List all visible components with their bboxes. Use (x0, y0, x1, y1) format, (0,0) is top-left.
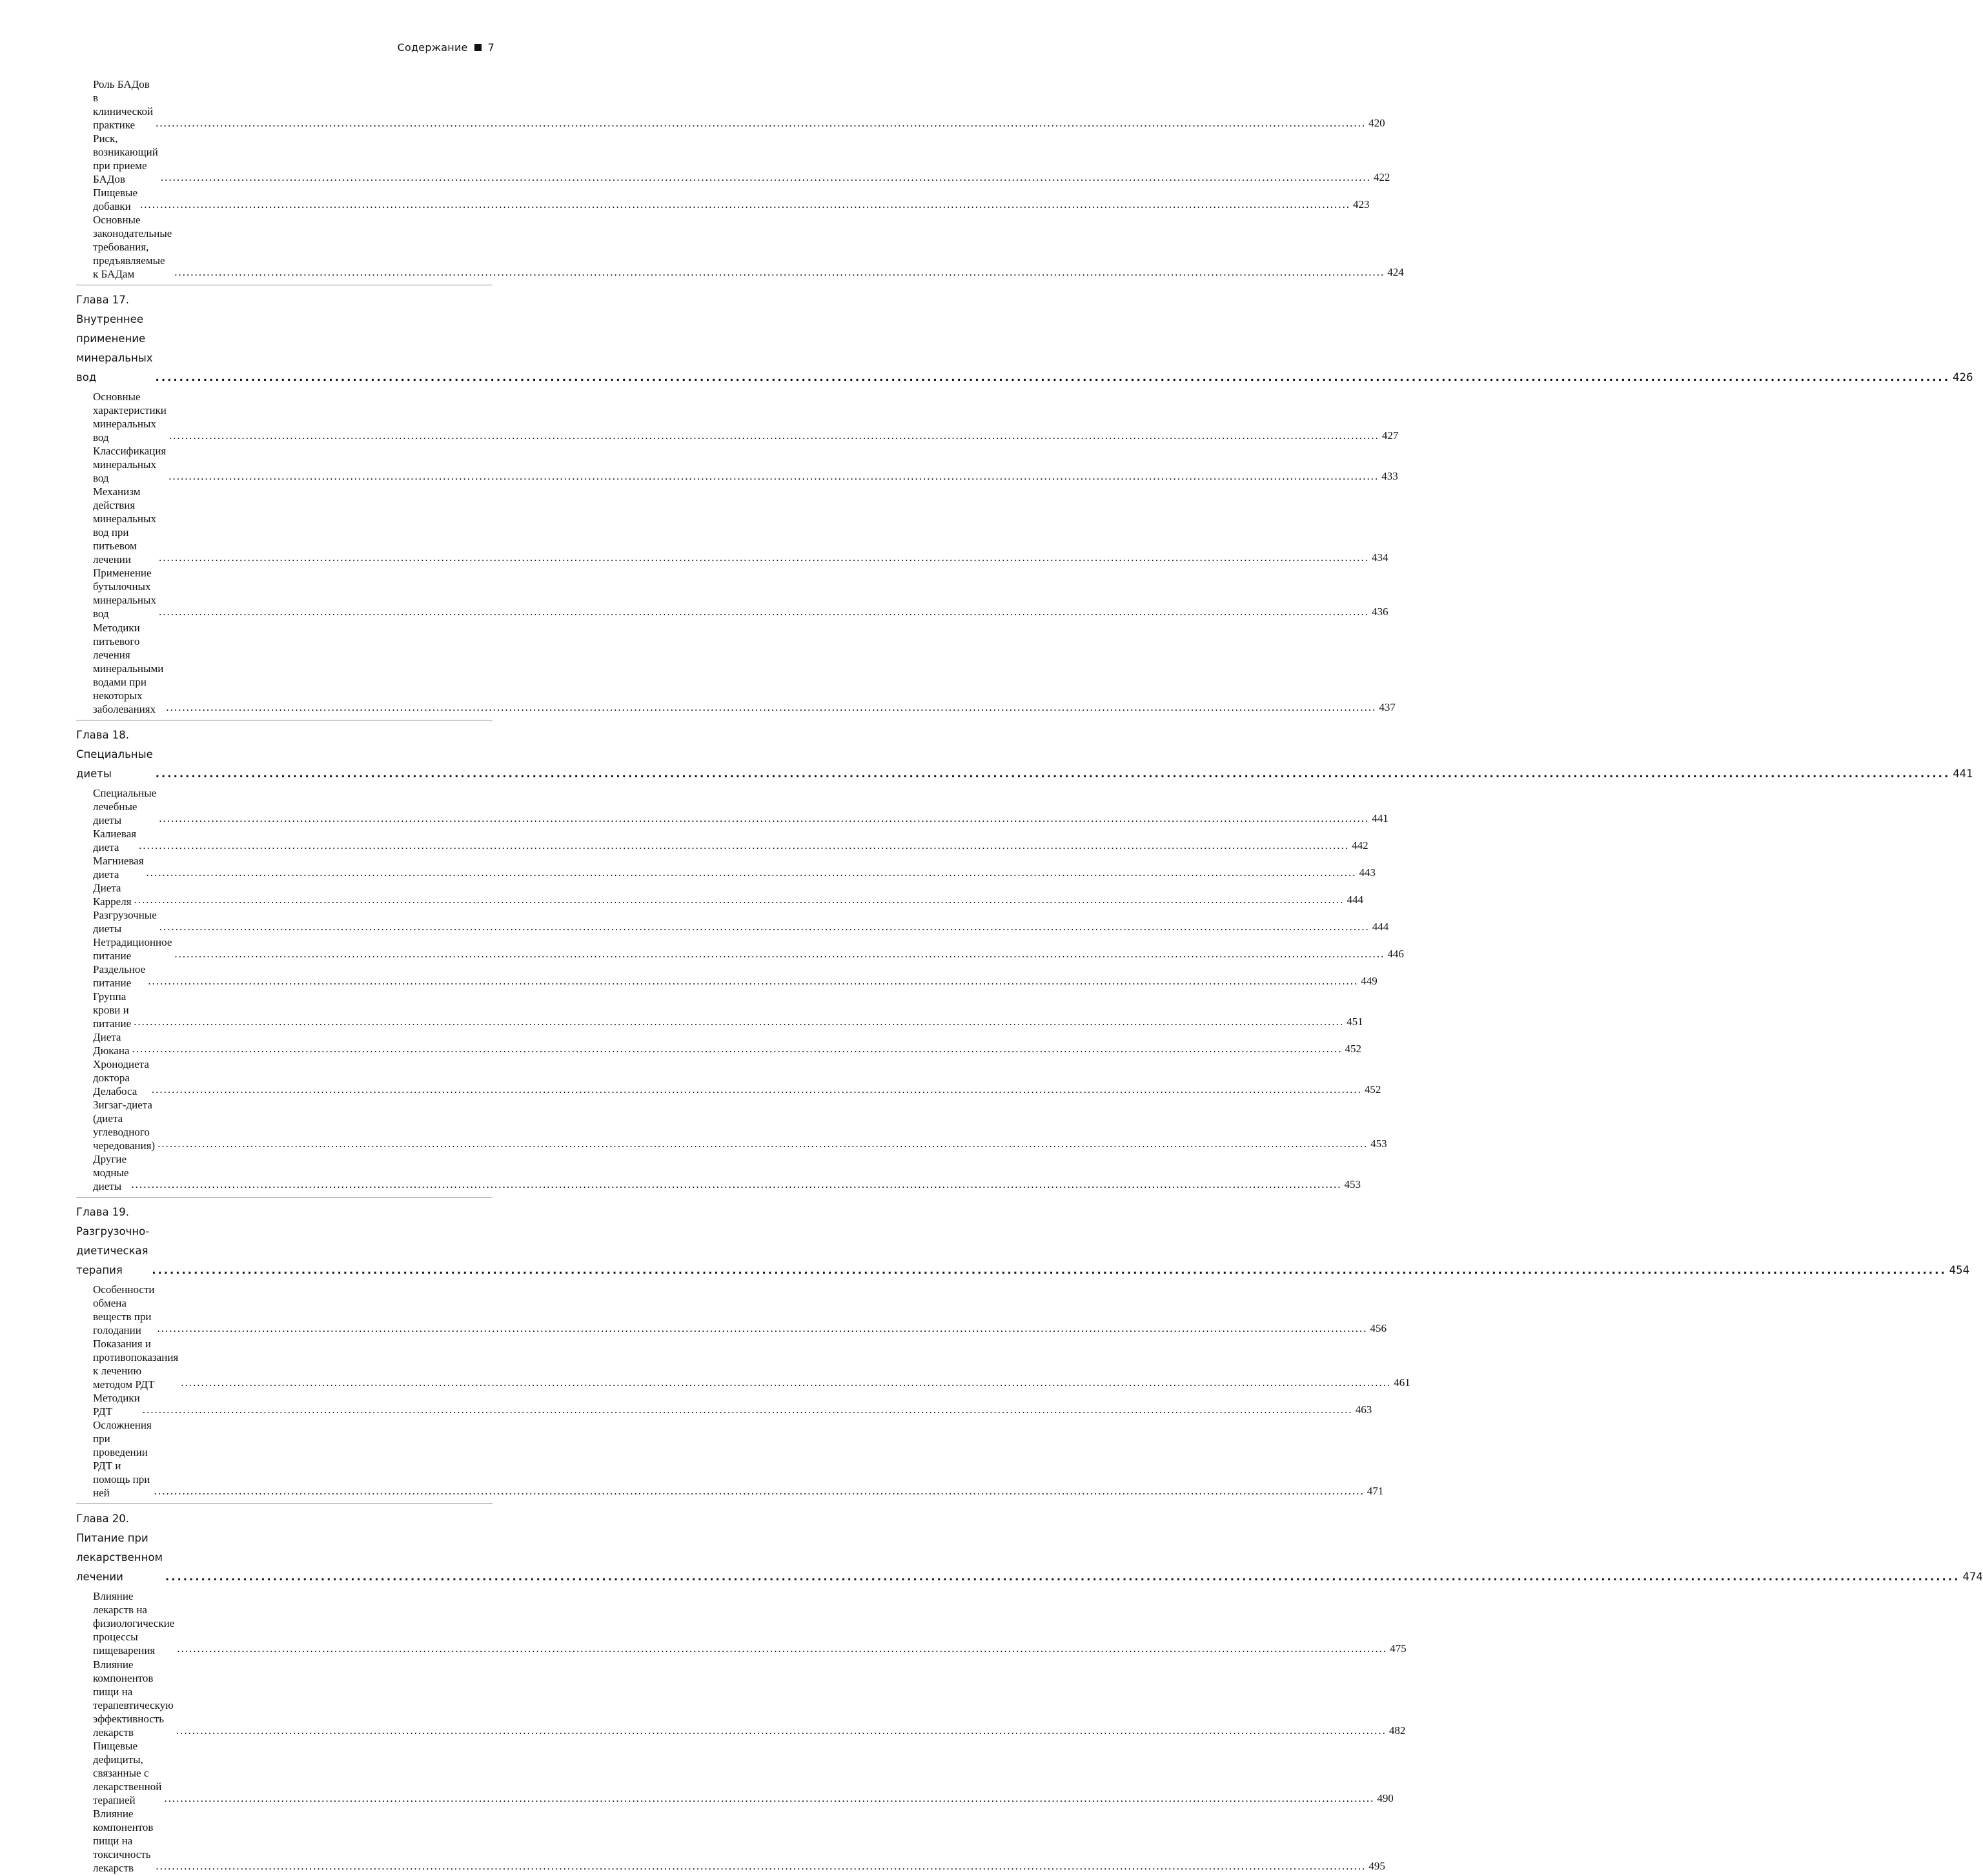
dot-leader: ............................................................................................................................................................................................................................................................................................................ (155, 768, 1951, 780)
entry-title: Группа крови и питание (93, 990, 132, 1030)
toc-entry[interactable] (76, 390, 1399, 444)
dot-leader: ............................................................................................................................................................................................................................................................................................................ (157, 1322, 1368, 1334)
entry-page-number: 471 (1367, 1485, 1384, 1497)
toc-entry[interactable] (76, 132, 1390, 186)
chapter-heading[interactable] (76, 1507, 1983, 1589)
square-bullet-icon (474, 44, 482, 51)
chapter-heading[interactable] (76, 288, 1973, 390)
chapter-title: Глава 17. Внутреннее применение минеральных вод (76, 294, 153, 383)
dot-leader: ............................................................................................................................................................................................................................................................................................................ (158, 1137, 1368, 1150)
toc-entry[interactable] (76, 786, 1388, 827)
dot-leader: ............................................................................................................................................................................................................................................................................................................ (160, 171, 1371, 183)
entry-title: Показания и противопоказания к лечению методом РДТ (93, 1338, 179, 1391)
dot-leader: ............................................................................................................................................................................................................................................................................................................ (159, 812, 1370, 824)
entry-page-number: 443 (1359, 866, 1376, 879)
chapter-page-number: 454 (1949, 1264, 1970, 1276)
dot-leader: ............................................................................................................................................................................................................................................................................................................ (156, 1860, 1367, 1872)
table-of-contents (76, 77, 1983, 1876)
entry-title: Основные законодательные требования, предъявляемые к БАДам (93, 214, 172, 280)
entry-page-number: 444 (1347, 893, 1364, 906)
entry-page-number: 482 (1388, 1724, 1406, 1737)
dot-leader: ............................................................................................................................................................................................................................................................................................................ (177, 1642, 1388, 1655)
toc-entry[interactable] (76, 1418, 1384, 1500)
entry-page-number: 434 (1371, 551, 1388, 564)
entry-page-number: 451 (1347, 1015, 1363, 1028)
chapter-title: Глава 20. Питание при лекарственном лечении (76, 1513, 163, 1583)
toc-entry[interactable] (76, 1152, 1361, 1193)
toc-section (76, 723, 1973, 1193)
toc-entry[interactable] (76, 881, 1364, 908)
dot-leader: ............................................................................................................................................................................................................................................................................................................ (174, 948, 1385, 960)
section-title: Содержание (397, 41, 468, 54)
entry-page-number: 490 (1377, 1792, 1394, 1804)
toc-entry[interactable] (76, 1057, 1381, 1098)
toc-entry[interactable] (76, 854, 1376, 881)
dot-leader: ............................................................................................................................................................................................................................................................................................................ (134, 1015, 1345, 1028)
entry-page-number: 495 (1368, 1860, 1385, 1872)
toc-entry[interactable] (76, 77, 1385, 132)
entry-title: Основные характеристики минеральных вод (93, 391, 167, 444)
entry-title: Механизм действия минеральных вод при питьевом лечении (93, 485, 156, 566)
chapter-page-number: 474 (1962, 1571, 1983, 1583)
dot-leader: ............................................................................................................................................................................................................................................................................................................ (158, 606, 1369, 618)
entry-page-number: 453 (1370, 1137, 1387, 1150)
dot-leader: ............................................................................................................................................................................................................................................................................................................ (155, 371, 1950, 383)
dot-leader: ............................................................................................................................................................................................................................................................................................................ (176, 1724, 1387, 1737)
toc-entry[interactable] (76, 620, 1396, 716)
toc-entry[interactable] (76, 1589, 1407, 1657)
entry-title: Влияние лекарств на физиологические процессы пищеварения (93, 1590, 175, 1657)
entry-page-number: 444 (1372, 921, 1389, 933)
entry-title: Хронодиета доктора Делабоса (93, 1058, 149, 1097)
dot-leader: ............................................................................................................................................................................................................................................................................................................ (166, 701, 1377, 713)
entry-page-number: 424 (1387, 266, 1404, 278)
chapter-page-number: 441 (1953, 768, 1973, 780)
entry-title: Нетрадиционное питание (93, 936, 172, 962)
toc-entry[interactable] (76, 1337, 1410, 1391)
dot-leader: ............................................................................................................................................................................................................................................................................................................ (154, 1485, 1365, 1497)
entry-title: Особенности обмена веществ при голодании (93, 1283, 155, 1336)
toc-entry[interactable] (76, 566, 1388, 620)
toc-entry[interactable] (76, 990, 1363, 1030)
toc-entry[interactable] (76, 1283, 1387, 1337)
entry-title: Методики РДТ (93, 1392, 140, 1418)
dot-leader: ............................................................................................................................................................................................................................................................................................................ (140, 198, 1351, 210)
entry-page-number: 475 (1390, 1642, 1407, 1655)
entry-page-number: 427 (1381, 429, 1399, 442)
toc-entry[interactable] (76, 1098, 1387, 1152)
entry-page-number: 461 (1394, 1376, 1410, 1389)
entry-title: Калиевая диета (93, 828, 137, 853)
entry-title: Влияние компонентов пищи на терапевтическую эффективность лекарств (93, 1658, 174, 1738)
chapter-heading[interactable] (76, 1200, 1970, 1283)
toc-entry[interactable] (76, 213, 1404, 281)
toc-entry[interactable] (76, 827, 1368, 854)
page-number: 7 (487, 41, 494, 54)
toc-entry[interactable] (76, 485, 1388, 566)
dot-leader: ............................................................................................................................................................................................................................................................................................................ (159, 921, 1370, 933)
entry-page-number: 452 (1364, 1083, 1381, 1096)
toc-entry[interactable] (76, 1807, 1385, 1875)
dot-leader: ............................................................................................................................................................................................................................................................................................................ (174, 266, 1385, 278)
dot-leader: ............................................................................................................................................................................................................................................................................................................ (165, 1571, 1960, 1583)
entry-title: Зигзаг-диета (диета углеводного чередования) (93, 1099, 156, 1152)
entry-page-number: 449 (1361, 975, 1378, 987)
entry-title: Разгрузочные диеты (93, 909, 157, 935)
toc-entry[interactable] (76, 1657, 1406, 1739)
entry-page-number: 456 (1370, 1322, 1387, 1334)
dot-leader: ............................................................................................................................................................................................................................................................................................................ (134, 893, 1345, 906)
entry-title: Осложнения при проведении РДТ и помощь при ней (93, 1419, 152, 1499)
dot-leader: ............................................................................................................................................................................................................................................................................................................ (146, 866, 1357, 879)
toc-entry[interactable] (76, 935, 1404, 963)
dot-leader: ............................................................................................................................................................................................................................................................................................................ (148, 975, 1359, 987)
dot-leader: ............................................................................................................................................................................................................................................................................................................ (181, 1376, 1392, 1389)
chapter-title: Глава 19. Разгрузочно-диетическая терапия (76, 1206, 150, 1276)
running-header (398, 41, 494, 54)
entry-title: Раздельное питание (93, 963, 146, 989)
dot-leader: ............................................................................................................................................................................................................................................................................................................ (132, 1043, 1343, 1055)
toc-entry[interactable] (76, 186, 1370, 213)
dot-leader: ............................................................................................................................................................................................................................................................................................................ (168, 470, 1379, 482)
entry-page-number: 463 (1355, 1403, 1372, 1416)
section-divider (76, 1197, 493, 1198)
entry-title: Применение бутылочных минеральных вод (93, 567, 156, 620)
toc-entry[interactable] (76, 1030, 1361, 1057)
chapter-title: Глава 18. Специальные диеты (76, 729, 153, 780)
entry-title: Роль БАДов в клинической практике (93, 78, 154, 131)
toc-section (76, 1507, 1983, 1875)
entry-page-number: 437 (1379, 701, 1396, 713)
entry-page-number: 433 (1381, 470, 1398, 482)
entry-page-number: 452 (1345, 1043, 1361, 1055)
entry-title: Диета Дюкана (93, 1031, 130, 1057)
dot-leader: ............................................................................................................................................................................................................................................................................................................ (151, 1083, 1362, 1096)
toc-entry[interactable] (76, 1391, 1372, 1418)
entry-title: Специальные лечебные диеты (93, 787, 157, 826)
entry-title: Методики питьевого лечения минеральными водами при некоторых заболеваниях (93, 622, 164, 715)
toc-section (76, 288, 1973, 716)
toc-entry[interactable] (76, 963, 1378, 990)
entry-page-number: 453 (1344, 1178, 1361, 1190)
entry-title: Классификация минеральных вод (93, 445, 167, 484)
entry-page-number: 423 (1353, 198, 1370, 210)
toc-section (76, 77, 1404, 281)
dot-leader: ............................................................................................................................................................................................................................................................................................................ (156, 117, 1367, 129)
entry-title: Пищевые добавки (93, 187, 138, 212)
chapter-page-number: 426 (1952, 371, 1973, 383)
toc-section (76, 1200, 1970, 1500)
entry-title: Другие модные диеты (93, 1153, 129, 1192)
dot-leader: ............................................................................................................................................................................................................................................................................................................ (158, 551, 1369, 564)
entry-page-number: 441 (1372, 812, 1388, 824)
entry-page-number: 446 (1387, 948, 1404, 960)
toc-entry[interactable] (76, 908, 1389, 935)
entry-page-number: 436 (1371, 606, 1388, 618)
dot-leader: ............................................................................................................................................................................................................................................................................................................ (152, 1264, 1947, 1276)
entry-title: Диета Карреля (93, 882, 132, 908)
entry-page-number: 422 (1373, 171, 1390, 183)
entry-page-number: 420 (1368, 117, 1385, 129)
entry-title: Влияние компонентов пищи на токсичность лекарств (93, 1808, 154, 1874)
chapter-heading[interactable] (76, 723, 1973, 786)
dot-leader: ............................................................................................................................................................................................................................................................................................................ (139, 839, 1350, 851)
entry-page-number: 442 (1352, 839, 1368, 851)
dot-leader: ............................................................................................................................................................................................................................................................................................................ (164, 1792, 1375, 1804)
dot-leader: ............................................................................................................................................................................................................................................................................................................ (168, 429, 1379, 442)
toc-entry[interactable] (76, 444, 1398, 485)
dot-leader: ............................................................................................................................................................................................................................................................................................................ (142, 1403, 1353, 1416)
entry-title: Риск, возникающий при приеме БАДов (93, 132, 158, 185)
entry-title: Пищевые дефициты, связанные с лекарственной терапией (93, 1740, 162, 1806)
dot-leader: ............................................................................................................................................................................................................................................................................................................ (131, 1178, 1342, 1190)
toc-entry[interactable] (76, 1739, 1394, 1807)
entry-title: Магниевая диета (93, 855, 144, 881)
